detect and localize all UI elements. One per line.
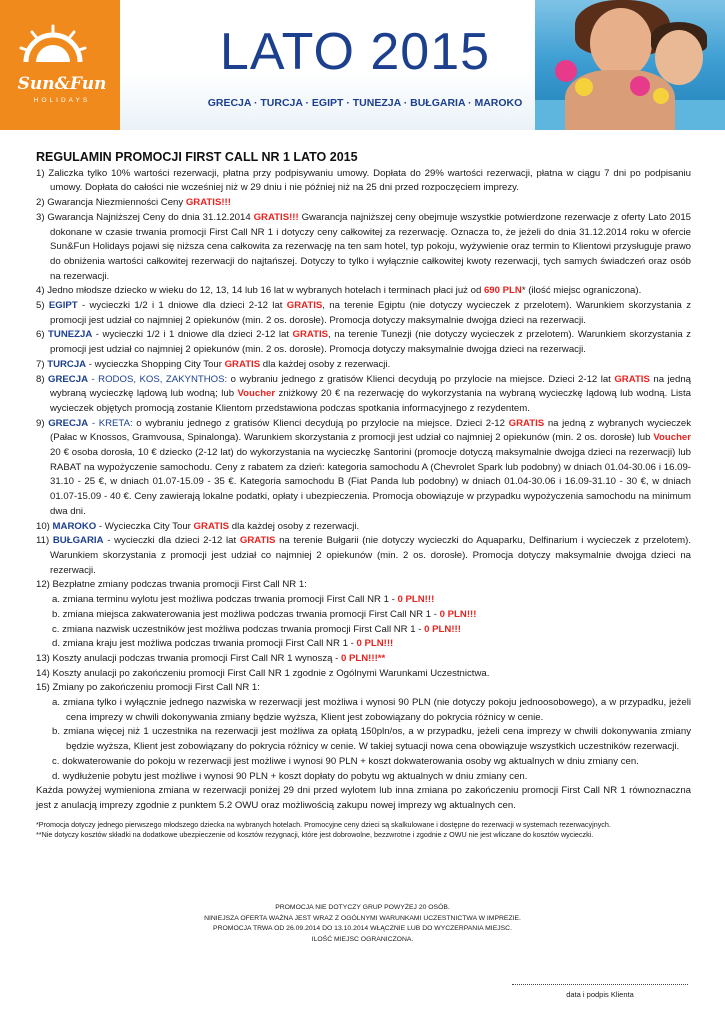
footnote-2: **Nie dotyczy kosztów składki na dodatkowe ubezpieczenie od kosztów rezygnacji, które jest dobrowolne, bezzwrotne i zgodnie z OWU nie jest wliczane do kosztów wycieczki. [36, 830, 594, 840]
rule-4: 4) Jedno młodsze dziecko w wieku do 12, 13, 14 lub 16 lat w wybranych hotelach i terminach płaci już od 690 PLN* (ilość miejsc ograniczona). [36, 285, 642, 297]
rule-6: 6) TUNEZJA - wycieczki 1/2 i 1 dniowe dla dzieci 2-12 lat GRATIS, na terenie Tunezji (nie dotyczy wycieczek z przelotem). Warunkiem skorzystania z promocji jest udział co najmniej 2 opiekunów (min. 2 os. dorosłe). Promocja dotyczy maksymalnie dwojga dzieci na rezerwacji. [36, 329, 691, 356]
rule-12b: b. zmiana miejsca zakwaterowania jest możliwa podczas trwania promocji First Call NR 1 - 0 PLN!!! [52, 608, 477, 620]
rule-15d: d. wydłużenie pobytu jest możliwe i wynosi 90 PLN + koszt dopłaty do pobytu wg aktualnych w dniu zmiany cen. [52, 770, 528, 782]
promo-notes [160, 903, 565, 945]
rule-9: 9) GRECJA - KRETA: o wybraniu jednego z gratisów Klienci decydują po przylocie na miejsce. Dzieci 2-12 GRATIS na jedną z wybranych wycieczek (Pałac w Knossos, Gramvousa, Spinalonga). Warunkiem skorzystania z promocji jest udział co najmniej 2 opiekunów (min. 2 os. dorosłe) lub Voucher 20 € osoba dorosła, 10 € dziecko (2-12 lat) do wykorzystania na wycieczkę Santorini (promocje dotyczą maksymalnie dwojga dzieci na rezerwacji) lub RABAT na wypożyczenie samochodu. Ceny z rabatem za dzień: kategoria samochodu A (Chevrolet Spark lub podobny) w dniach 01.04-30.06 i 16.09-31.10 - 25 €, w dniach 01.07-15.09 - 35 €. Kategoria samochodu B (Fiat Panda lub podobny) w dniach 01.04-30.06 i 16.09-31.10 - 30 €, w dniach 01.07-15.09 - 40 €. Ceny zawierają lokalne podatki, opłaty i ubezpieczenia. Promocja obowiązuje w przypadku wypożyczenia samochodu na minimum dwa dni. [36, 417, 691, 517]
rule-11: 11) BUŁGARIA - wycieczki dla dzieci 2-12 lat GRATIS na terenie Bułgarii (nie dotyczy wycieczki do Aquaparku, Delfinarium i wycieczek z przelotem). Warunkiem skorzystania z promocji jest udział co najmniej 2 opiekunów (min. 2 os. dorosłe). Promocja dotyczy maksymalnie dwojga dzieci na rezerwacji. [36, 535, 691, 576]
footnote-1: *Promocja dotyczy jednego pierwszego młodszego dziecka na wybranych hotelach. Promocyjne ceny dzieci są skalkulowane i dostępne do rezerwacji w systemach rezerwacyjnych. [36, 819, 611, 829]
rule-10: 10) MAROKO - Wycieczka City Tour GRATIS dla każdej osoby z rezerwacji. [36, 520, 360, 532]
regulations-heading: REGULAMIN PROMOCJI FIRST CALL NR 1 LATO 2015 [36, 150, 358, 164]
closing-paragraph: Każda powyżej wymieniona zmiana w rezerwacji poniżej 29 dni przed wylotem lub inna zmiana po zakończeniu promocji First Call NR 1 równoznaczna jest z anulacją imprezy zgodnie z punktem 5.2 OWU oraz możliwością zakupu nowej imprezy wg aktualnych cen. [36, 785, 691, 811]
rule-5: 5) EGIPT - wycieczki 1/2 i 1 dniowe dla dzieci 2-12 lat GRATIS, na terenie Egiptu (nie dotyczy wycieczek z przelotem). Warunkiem skorzystania z promocji jest udział co najmniej 2 opiekunów (min. 2 os. dorosłe). Promocja dotyczy maksymalnie dwojga dzieci na rezerwacji. [36, 300, 691, 326]
note-2: NINIEJSZA OFERTA WAŻNA JEST WRAZ Z OGÓLNYMI WARUNKAMI UCZESTNICTWA W IMPREZIE. [204, 914, 521, 922]
note-4: ILOŚĆ MIEJSC OGRANICZONA. [311, 935, 414, 943]
header-photo [535, 0, 725, 130]
logo-subtitle: HOLIDAYS [33, 97, 91, 104]
note-3: PROMOCJA TRWA OD 26.09.2014 DO 13.10.2014 WŁĄCZNIE LUB DO WYCZERPANIA MIEJSC. [213, 925, 512, 933]
rule-15: 15) Zmiany po zakończeniu promocji First Call NR 1: [36, 682, 260, 694]
logo [0, 0, 120, 130]
rule-12c: c. zmiana nazwisk uczestników jest możliwa podczas trwania promocji First Call NR 1 - 0 PLN!!! [52, 623, 461, 635]
rule-12a: a. zmiana terminu wylotu jest możliwa podczas trwania promocji First Call NR 1 - 0 PLN!!! [52, 594, 435, 606]
regulations [36, 150, 691, 841]
logo-text: Sun&Fun [17, 74, 107, 94]
page-title: LATO 2015 [219, 23, 491, 81]
footnotes [36, 820, 691, 841]
rule-3: 3) Gwarancja Najniższej Ceny do dnia 31.12.2014 GRATIS!!! Gwarancja najniższej ceny obejmuje wszystkie potwierdzone rezerwacje z oferty Lato 2015 dokonane w czasie trwania promocji First Call NR 1 i dotyczy ceny całkowitej za rezerwację. Oznacza to, że jeżeli do dnia 31.12.2014 roku w ofercie Sun&Fun Holidays pojawi się niższa cena całkowita za rezerwację na ten sam hotel, typ pokoju, wyżywienie oraz termin to Klientowi przysługuje prawo do obniżenia wartości całkowitej rezerwacji do najtańszej. Dotyczy to tylko i wyłącznie całkowitej kwoty rezerwacji, tych samych świadczeń oraz osób na rezerwacji. [36, 211, 691, 282]
sun-logo-icon [18, 22, 88, 70]
rule-7: 7) TURCJA - wycieczka Shopping City Tour GRATIS dla każdej osoby z rezerwacji. [36, 358, 391, 370]
rule-13: 13) Koszty anulacji podczas trwania promocji First Call NR 1 wynoszą - 0 PLN!!!** [36, 652, 386, 664]
rule-15c: c. dokwaterowanie do pokoju w rezerwacji jest możliwe i wynosi 90 PLN + koszt dokwaterowania osoby wg aktualnych w dniu zmiany cen. [52, 755, 639, 767]
rule-14: 14) Koszty anulacji po zakończeniu promocji First Call NR 1 zgodnie z Ogólnymi Warunkami Uczestnictwa. [36, 667, 490, 679]
signature-line [512, 984, 688, 985]
rule-8: 8) GRECJA - RODOS, KOS, ZAKYNTHOS: o wybraniu jednego z gratisów Klienci decydują po przylocie na miejsce. Dzieci 2-12 lat GRATIS na jedną wybraną wycieczkę lądową lub wodną; lub Voucher zniżkowy 20 € na rezerwację do wykorzystania na wybraną wycieczkę lądową lub wodną. Lista wycieczek objętych promocją zostanie Klientom przedstawiona podczas spotkania informacyjnego z rezydentem. [36, 373, 691, 414]
signature-label: data i podpis Klienta [566, 990, 634, 999]
countries-list: GRECJA · TURCJA · EGIPT · TUNEZJA · BUŁGARIA · MAROKO [207, 97, 523, 109]
rule-2: 2) Gwarancja Niezmienności Ceny GRATIS!!! [36, 197, 231, 209]
rule-12: 12) Bezpłatne zmiany podczas trwania promocji First Call NR 1: [36, 579, 307, 591]
rule-1: 1) Zaliczka tylko 10% wartości rezerwacji, płatna przy podpisywaniu umowy. Dopłata do 29% wartości rezerwacji, płatna w ciągu 7 dni po podpisaniu umowy. Dopłata do całości nie wcześniej niż w 29 dniu i nie później niż na 25 dni przed rozpoczęciem imprezy. [36, 167, 691, 194]
rule-15a: a. zmiana tylko i wyłącznie jednego nazwiska w rezerwacji jest możliwa i wynosi 90 PLN (nie dotyczy pokoju jednoosobowego), a w przypadku, jeżeli cena imprezy w chwili dokonywania zmiany będzie wyższa, Klient jest zobowiązany do pokrycia różnicy w cenie. [52, 697, 691, 723]
note-1: PROMOCJA NIE DOTYCZY GRUP POWYŻEJ 20 OSÓB. [275, 904, 450, 911]
header [0, 0, 725, 130]
rule-12d: d. zmiana kraju jest możliwa podczas trwania promocji First Call NR 1 - 0 PLN!!! [52, 638, 394, 650]
rule-15b: b. zmiana więcej niż 1 uczestnika na rezerwacji jest możliwa za opłatą 150pln/os, a w przypadku, jeżeli cena imprezy w chwili dokonywania zmiany będzie wyższa, Klient jest zobowiązany do pokrycia różnicy w cenie. W takiej sytuacji nowa cena obowiązuje wszystkich uczestników rezerwacji. [52, 726, 691, 753]
